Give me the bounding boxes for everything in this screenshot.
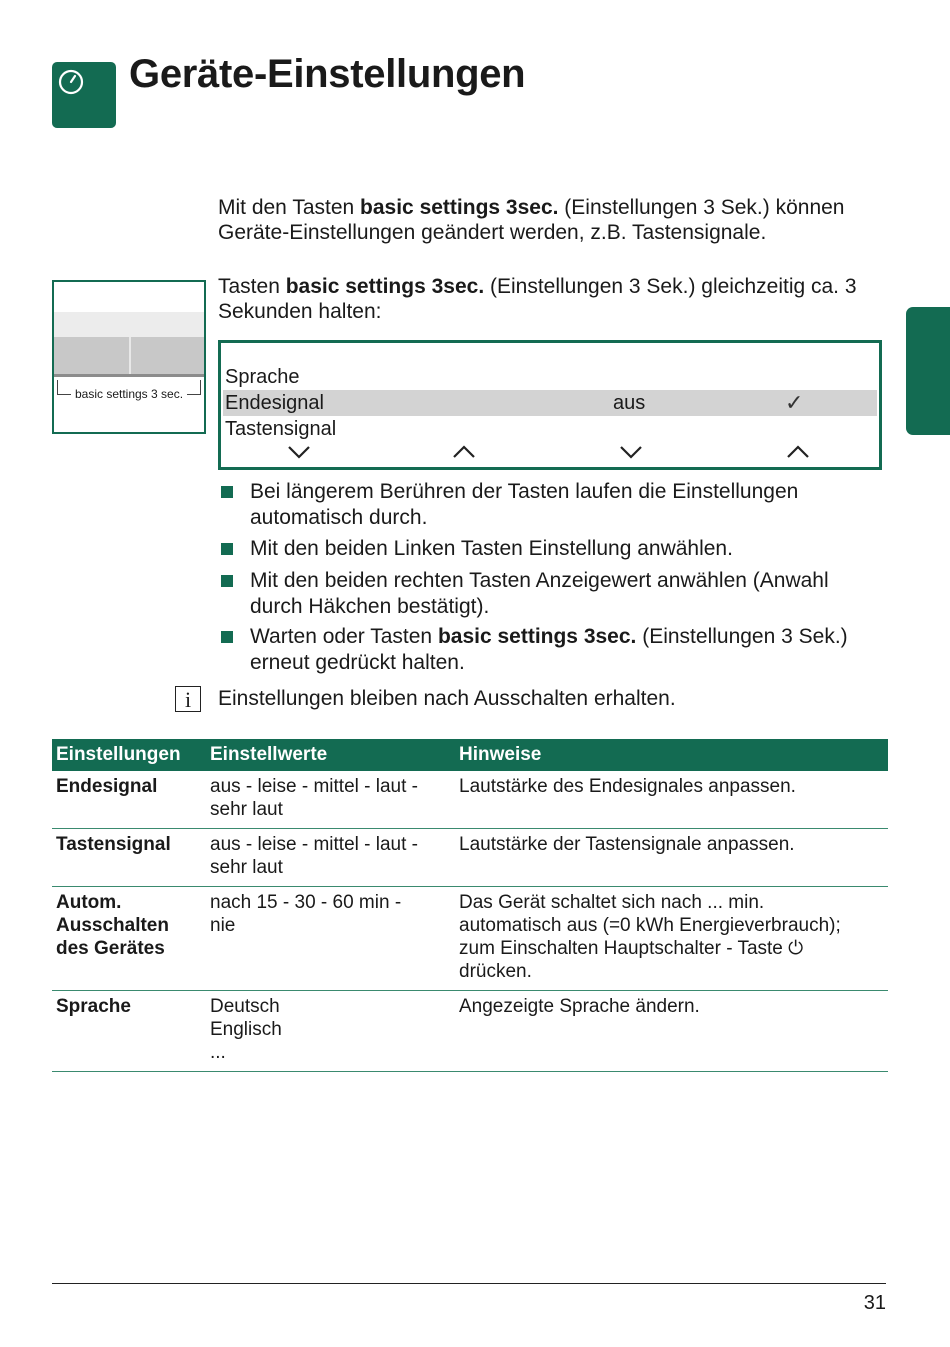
intro-text: (Einstellungen 3 Sek.) können Geräte-Einstellungen geändert werden, z.B. Tastensignale. <box>218 196 845 244</box>
value-line: nach 15 - 30 - 60 min - <box>210 892 402 913</box>
table-header-row <box>52 739 888 771</box>
footer-divider <box>52 1283 886 1284</box>
display-row-endesignal <box>223 390 877 416</box>
note-line: Lautstärke des Endesignales anpassen. <box>459 776 796 797</box>
value-line: Englisch <box>210 1019 282 1040</box>
setting-name: Autom. Ausschalten des Gerätes <box>52 887 206 991</box>
bullet-item <box>250 479 880 531</box>
bullet-marker <box>221 631 233 643</box>
table-row <box>52 887 888 991</box>
settings-display <box>218 340 882 470</box>
table-row <box>52 991 888 1072</box>
table-header-cell: Hinweise <box>455 739 888 771</box>
chevron-up-icon[interactable] <box>786 445 810 459</box>
bullet-marker <box>221 543 233 555</box>
bullet-text: Mit den beiden rechten Tasten Anzeigewert anwählen (Anwahl durch Häkchen bestätigt). <box>250 569 829 618</box>
power-icon <box>56 67 86 97</box>
note-line: drücken. <box>459 961 532 982</box>
setting-values <box>206 771 455 829</box>
display-row-label: Tastensignal <box>225 418 337 440</box>
note-line: Lautstärke der Tastensignale anpassen. <box>459 834 795 855</box>
panel-strip <box>54 312 204 337</box>
value-line: sehr laut <box>210 799 283 820</box>
display-row-sprache <box>223 364 877 390</box>
setting-values <box>206 829 455 887</box>
intro-text: Tasten <box>218 275 286 298</box>
bullet-item <box>250 536 880 562</box>
value-line: aus - leise - mittel - laut - <box>210 834 418 855</box>
setting-name: Endesignal <box>52 771 206 829</box>
checkmark-icon: ✓ <box>785 390 804 415</box>
note-line: automatisch aus (=0 kWh Energieverbrauch); <box>459 915 841 936</box>
page-number: 31 <box>863 1292 886 1314</box>
info-icon: i <box>175 686 201 712</box>
value-line: sehr laut <box>210 857 283 878</box>
table-row <box>52 829 888 887</box>
intro-bold-key: basic settings 3sec. <box>285 275 485 298</box>
setting-values <box>206 991 455 1072</box>
display-row-tastensignal <box>223 416 877 442</box>
display-row-value: aus <box>613 392 646 414</box>
chapter-tab-marker <box>906 307 950 435</box>
bullet-marker <box>221 575 233 587</box>
value-line: nie <box>210 915 236 936</box>
setting-note <box>455 991 888 1072</box>
table-header-cell: Einstellwerte <box>206 739 455 771</box>
value-line: ... <box>210 1042 226 1063</box>
note-line: Das Gerät schaltet sich nach ... min. <box>459 892 765 913</box>
bullet-marker <box>221 486 233 498</box>
table-header-cell: Einstellungen <box>52 739 206 771</box>
setting-note <box>455 887 888 991</box>
setting-note <box>455 771 888 829</box>
display-row-label: Endesignal <box>225 392 324 414</box>
bullet-bold-key: basic settings 3sec. <box>437 625 637 648</box>
display-row-label: Sprache <box>225 366 300 388</box>
bullet-text: (Einstellungen 3 Sek.) erneut gedrückt halten. <box>250 625 848 674</box>
intro-bold-key: basic settings 3sec. <box>360 196 559 219</box>
panel-label-wrap <box>54 387 204 401</box>
setting-note <box>455 829 888 887</box>
value-line: Deutsch <box>210 996 280 1017</box>
intro-text: (Einstellungen 3 Sek.) gleichzeitig ca. 3 Sekunden halten: <box>218 275 857 323</box>
control-panel-illustration <box>52 280 206 434</box>
chevron-up-icon[interactable] <box>452 445 476 459</box>
note-line: Angezeigte Sprache ändern. <box>459 996 700 1017</box>
setting-values <box>206 887 455 991</box>
chevron-down-icon[interactable] <box>619 445 643 459</box>
bullet-text: Mit den beiden Linken Tasten Einstellung anwählen. <box>250 537 733 560</box>
panel-label: basic settings 3 sec. <box>71 387 187 401</box>
setting-name: Sprache <box>52 991 206 1072</box>
setting-name: Tastensignal <box>52 829 206 887</box>
bullet-text: Bei längerem Berühren der Tasten laufen die Einstellungen automatisch durch. <box>250 480 799 529</box>
settings-table <box>52 739 888 1072</box>
info-note: Einstellungen bleiben nach Ausschalten erhalten. <box>218 687 676 710</box>
table-row <box>52 771 888 829</box>
chevron-down-icon[interactable] <box>287 445 311 459</box>
page-title: Geräte-Einstellungen <box>129 52 526 96</box>
panel-button-row <box>54 337 204 377</box>
bullet-text: Warten oder Tasten <box>250 625 438 648</box>
intro-text: Mit den Tasten <box>218 196 361 219</box>
intro-paragraph-1 <box>218 195 878 245</box>
intro-paragraph-2 <box>218 274 878 324</box>
bullet-item <box>250 568 880 620</box>
section-icon-box <box>52 62 116 128</box>
note-line: zum Einschalten Hauptschalter - Taste ⏻ <box>459 938 804 959</box>
value-line: aus - leise - mittel - laut - <box>210 776 418 797</box>
bullet-item <box>250 624 880 676</box>
